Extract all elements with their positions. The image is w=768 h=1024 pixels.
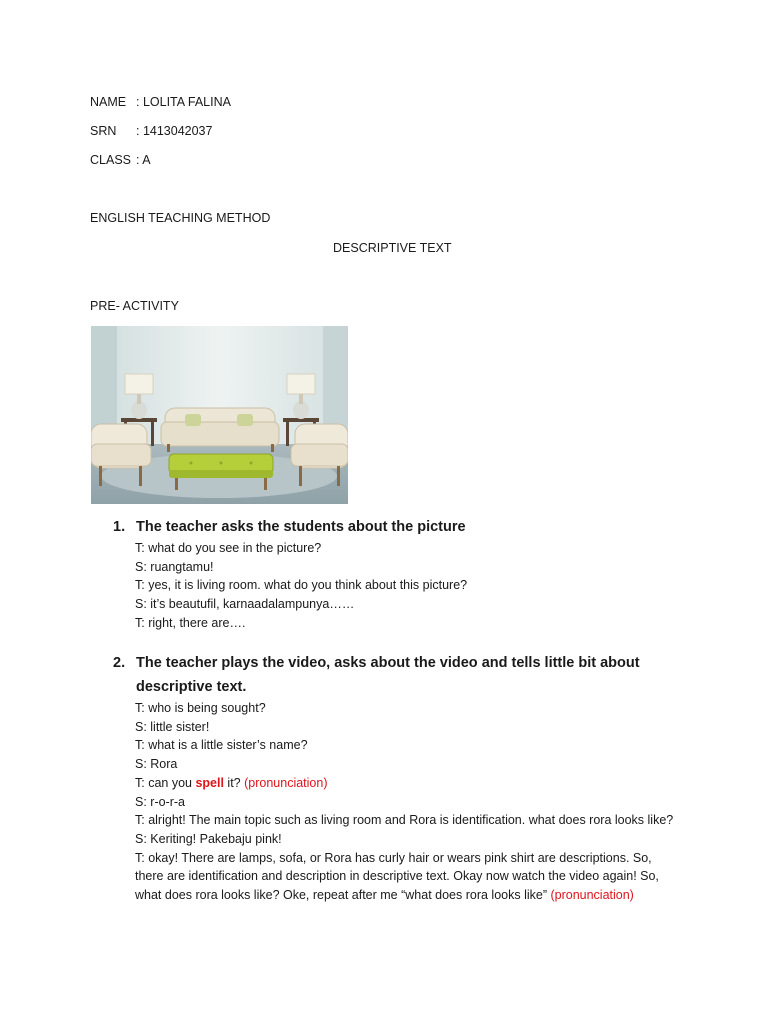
item-1	[113, 515, 683, 633]
dialogue-line: S: r-o-r-a	[135, 794, 185, 809]
dialogue-line: T: yes, it is living room. what do you think about this picture?	[135, 578, 468, 593]
item-2-number: 2.	[113, 655, 126, 671]
final-text: T: okay! There are lamps, sofa, or Rora has curly hair or wears pink shirt are descriptions. So, there are identification and description in descriptive text. Okay now watch the video again! So, what does rora looks like? Oke, repeat after me “what does rora looks like”	[135, 850, 659, 903]
dialogue-line: S: ruangtamu!	[135, 559, 214, 574]
dialogue-line: S: Rora	[135, 757, 178, 772]
dialogue-line: S: little sister!	[135, 719, 210, 734]
class-label: CLASS	[90, 153, 131, 167]
spell-prefix: T: can you	[135, 775, 196, 790]
living-room-photo	[91, 326, 348, 504]
name-value: : LOLITA FALINA	[136, 95, 231, 109]
item-1-dialogue	[113, 539, 683, 633]
dialogue-line-final	[135, 849, 683, 905]
dialogue-line: T: alright! The main topic such as living room and Rora is identification. what does rora looks like?	[135, 813, 674, 828]
item-2	[113, 651, 683, 905]
item-1-number: 1.	[113, 519, 126, 535]
name-row	[90, 94, 231, 110]
name-label: NAME	[90, 95, 127, 109]
dialogue-line-spell	[135, 774, 683, 793]
item-1-heading-row	[113, 515, 683, 539]
srn-row	[90, 123, 212, 139]
dialogue-line: T: who is being sought?	[135, 701, 266, 715]
course-title: ENGLISH TEACHING METHOD	[90, 211, 271, 225]
dialogue-line: S: it’s beautufil, karnaadalampunya……	[135, 597, 355, 612]
spell-suffix: it?	[223, 775, 245, 790]
item-2-heading: The teacher plays the video, asks about the video and tells little bit about descriptive text.	[136, 655, 640, 695]
dialogue-line: S: Keriting! Pakebaju pink!	[135, 831, 282, 846]
srn-value: : 1413042037	[136, 124, 213, 138]
dialogue-line: T: what do you see in the picture?	[135, 541, 322, 555]
class-row	[90, 152, 151, 168]
pronunciation-note: (pronunciation)	[550, 888, 634, 903]
item-2-heading-row	[113, 651, 683, 699]
item-2-dialogue	[113, 699, 683, 905]
class-value: : A	[136, 153, 151, 167]
section-title: PRE- ACTIVITY	[90, 299, 179, 313]
dialogue-line: T: what is a little sister’s name?	[135, 738, 308, 753]
topic-title: DESCRIPTIVE TEXT	[333, 241, 452, 255]
pronunciation-note: (pronunciation)	[244, 775, 328, 790]
srn-label: SRN	[90, 124, 117, 138]
item-1-heading: The teacher asks the students about the picture	[136, 519, 466, 535]
dialogue-line: T: right, there are….	[135, 615, 246, 630]
spell-word: spell	[195, 775, 224, 790]
